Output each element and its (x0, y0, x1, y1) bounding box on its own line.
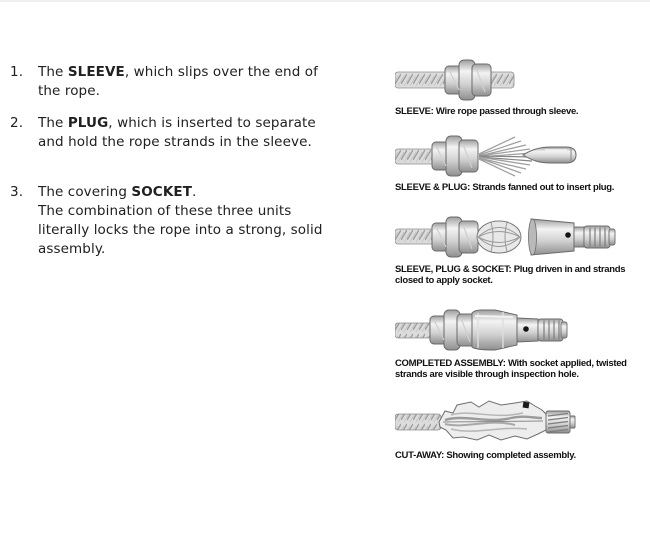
caption-label: CUT-AWAY: (395, 450, 445, 461)
list-item-3 (10, 183, 338, 259)
list-item-number: 1. (10, 64, 24, 80)
text-extra: The combination of these three units literally locks the rope into a strong, solid assembly. (38, 203, 323, 257)
figure-caption (395, 107, 648, 118)
sleeve-plug-socket-illustration (395, 214, 625, 260)
strand-bulb (477, 221, 521, 253)
socket-body (472, 310, 567, 350)
text-pre: The (38, 64, 68, 80)
term-plug: PLUG (67, 115, 109, 131)
completed-assembly-illustration (395, 304, 625, 354)
list-item-text (38, 114, 338, 152)
wire-rope (395, 414, 441, 430)
figure-sleeve-plug-socket (395, 214, 650, 286)
page-top-edge (0, 0, 650, 2)
caption-desc: Wire rope passed through sleeve. (435, 106, 579, 117)
cutaway-shell (439, 401, 546, 440)
list-item-2 (10, 114, 338, 152)
text-pre: The covering (38, 184, 132, 200)
term-socket: SOCKET (131, 184, 193, 200)
cutaway-illustration (395, 394, 625, 446)
figure-caption (395, 183, 648, 194)
sleeve-part (445, 60, 491, 100)
figure-caption (395, 265, 648, 286)
sleeve-illustration (395, 58, 625, 102)
list-item-number: 2. (10, 115, 24, 131)
caption-desc: Strands fanned out to insert plug. (472, 182, 615, 193)
figure-sleeve-plug (395, 134, 650, 194)
text-post: , which slips over the end of the rope. (38, 64, 318, 99)
sleeve-plug-illustration (395, 134, 625, 178)
caption-desc: Plug driven in and strands closed to apply socket. (395, 264, 626, 286)
text-post: . (192, 184, 197, 200)
sleeve-part (432, 136, 478, 176)
caption-label: SLEEVE, PLUG & SOCKET: (395, 264, 512, 275)
caption-desc: Showing completed assembly. (446, 450, 576, 461)
caption-label: SLEEVE: (395, 106, 434, 117)
caption-desc: With socket applied, twisted strands are visible through inspection hole. (395, 358, 627, 380)
list-item-1 (10, 63, 338, 101)
caption-label: SLEEVE & PLUG: (395, 182, 470, 193)
list-item-text (38, 63, 338, 101)
socket-part (529, 219, 616, 255)
cutaway-notch (523, 402, 530, 409)
threaded-stub (546, 411, 575, 433)
sleeve-part (430, 310, 476, 350)
text-pre: The (38, 115, 68, 131)
caption-label: COMPLETED ASSEMBLY: (395, 358, 506, 369)
figure-caption (395, 451, 648, 462)
sleeve-part (432, 217, 478, 257)
list-item-number: 3. (10, 184, 24, 200)
figure-cutaway (395, 394, 650, 462)
figure-sleeve (395, 58, 650, 118)
term-sleeve: SLEEVE (67, 64, 125, 80)
figure-completed-assembly (395, 304, 650, 380)
list-item-text (38, 183, 338, 259)
text-post: , which is inserted to separate and hold the rope strands in the sleeve. (38, 115, 316, 150)
figure-caption (395, 359, 648, 380)
